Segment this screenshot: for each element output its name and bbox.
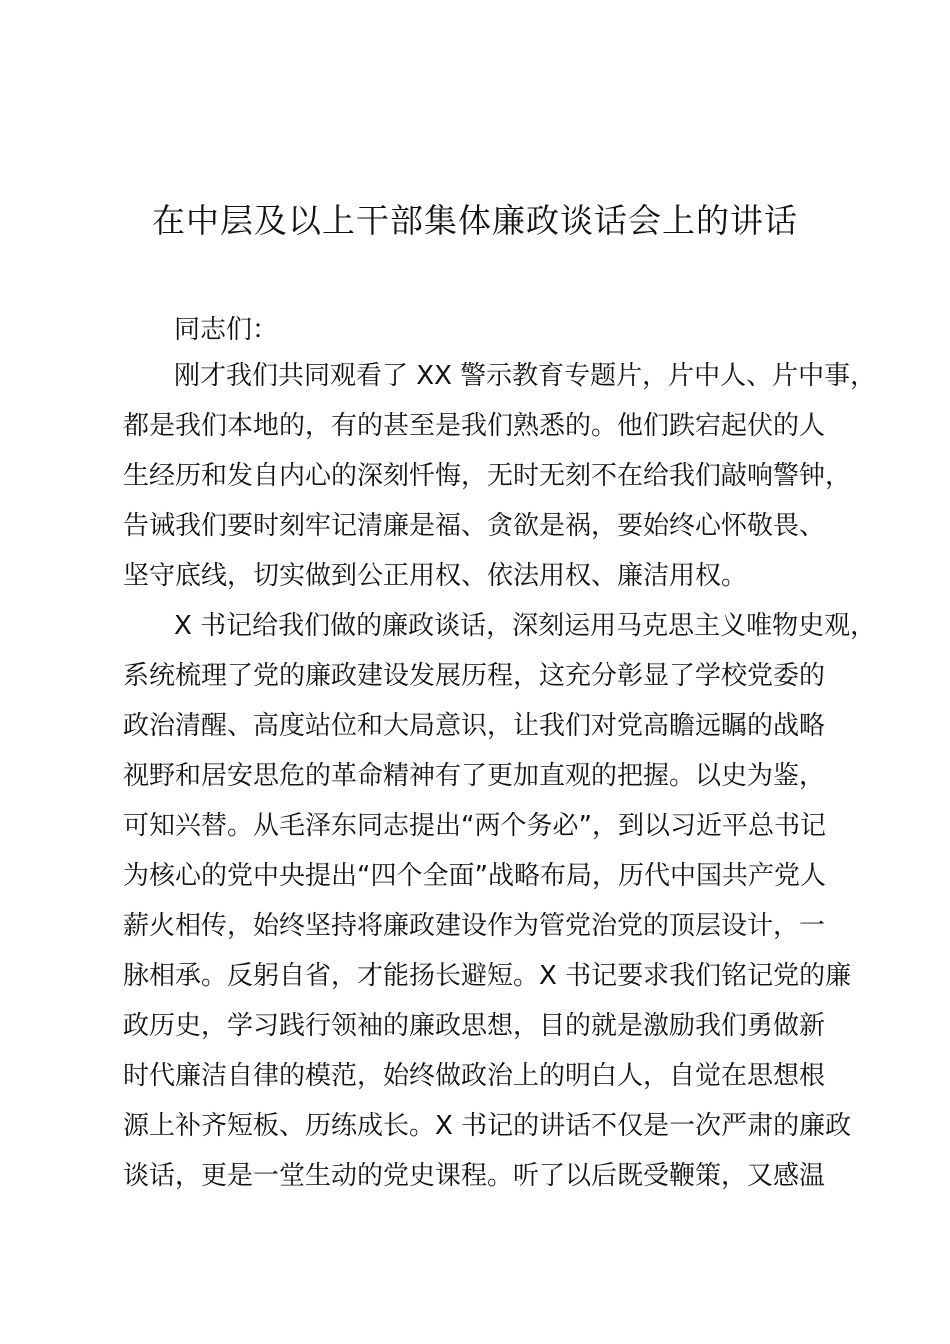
- paragraph-line: 政治清醒、高度站位和大局意识，让我们对党高瞻远瞩的战略: [123, 711, 826, 741]
- paragraph-line: 都是我们本地的，有的甚至是我们熟悉的。他们跌宕起伏的人: [123, 411, 826, 441]
- salutation: 同志们：: [174, 315, 279, 345]
- paragraph-line: 可知兴替。从毛泽东同志提出“两个务必”，到以习近平总书记: [123, 811, 826, 841]
- paragraph-line: 时代廉洁自律的模范，始终做政治上的明白人，自觉在思想根: [123, 1061, 826, 1091]
- document-title: 在中层及以上干部集体廉政谈话会上的讲话: [152, 201, 798, 240]
- paragraph-line: 系统梳理了党的廉政建设发展历程，这充分彰显了学校党委的: [123, 661, 826, 691]
- paragraph-line: 政历史，学习践行领袖的廉政思想，目的就是激励我们勇做新: [123, 1011, 826, 1041]
- paragraph-line: 为核心的党中央提出“四个全面”战略布局，历代中国共产党人: [123, 861, 826, 891]
- paragraph-line: 坚守底线，切实做到公正用权、依法用权、廉洁用权。: [123, 561, 748, 591]
- paragraph-line: 刚才我们共同观看了 XX 警示教育专题片，片中人、片中事，: [174, 361, 877, 391]
- paragraph-line: 谈话，更是一堂生动的党史课程。听了以后既受鞭策，又感温: [123, 1161, 826, 1191]
- paragraph-line: 视野和居安思危的革命精神有了更加直观的把握。以史为鉴，: [123, 761, 826, 791]
- paragraph-line: 生经历和发自内心的深刻忏悔，无时无刻不在给我们敲响警钟，: [123, 461, 852, 491]
- paragraph-line: 脉相承。反躬自省，才能扬长避短。X 书记要求我们铭记党的廉: [123, 961, 852, 991]
- paragraph-line: 告诫我们要时刻牢记清廉是福、贪欲是祸，要始终心怀敬畏、: [123, 511, 826, 541]
- paragraph-line: 源上补齐短板、历练成长。X 书记的讲话不仅是一次严肃的廉政: [123, 1111, 852, 1141]
- paragraph-line: X 书记给我们做的廉政谈话，深刻运用马克思主义唯物史观，: [174, 611, 877, 641]
- paragraph-line: 薪火相传，始终坚持将廉政建设作为管党治党的顶层设计，一: [123, 911, 826, 941]
